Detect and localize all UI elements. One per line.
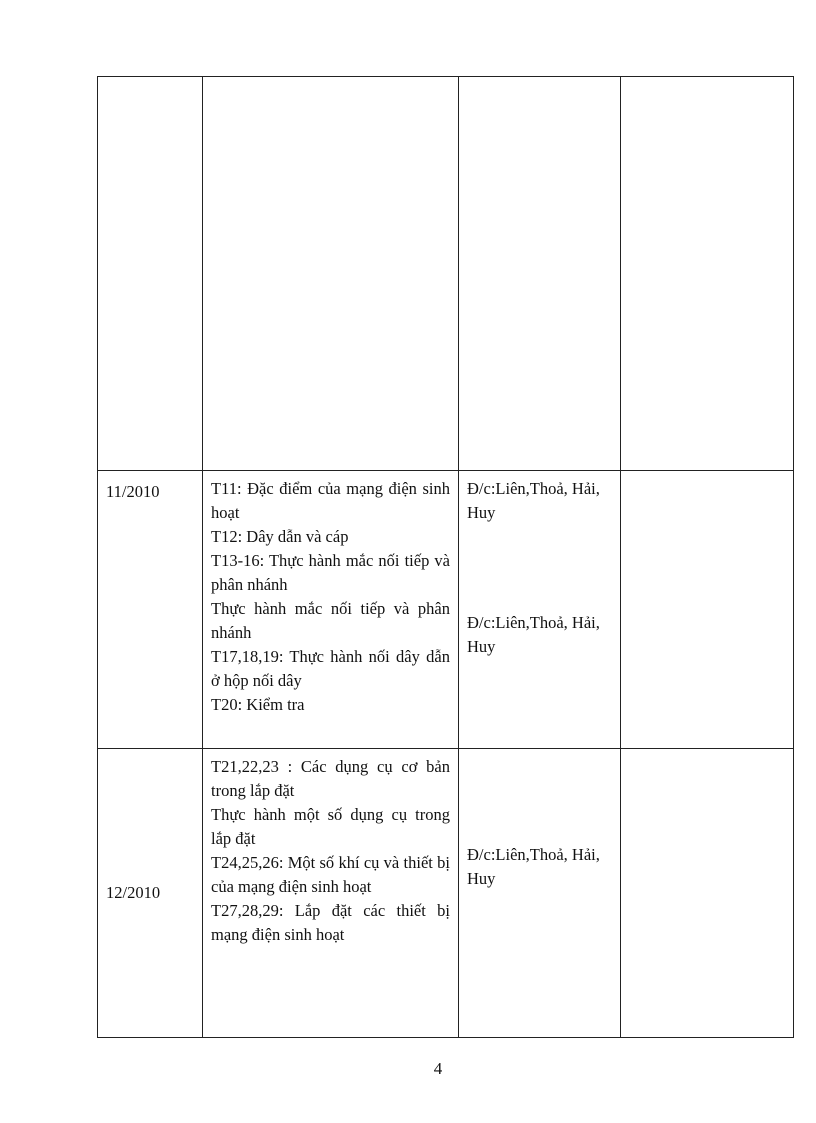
month-label: 11/2010 xyxy=(106,482,160,501)
schedule-table xyxy=(97,76,794,1038)
notes-cell xyxy=(621,471,794,749)
teachers-cell xyxy=(459,471,621,749)
teacher-assignment: Đ/c:Liên,Thoả, Hải, Huy xyxy=(467,479,600,522)
lesson-item: Thực hành mắc nối tiếp và phân nhánh xyxy=(211,599,450,642)
lesson-item: Thực hành một số dụng cụ trong lắp đặt xyxy=(211,805,450,848)
lesson-item: T24,25,26: Một số khí cụ và thiết bị của mạng điện sinh hoạt xyxy=(211,853,450,896)
teachers-cell xyxy=(459,77,621,471)
month-cell xyxy=(98,471,203,749)
month-cell xyxy=(98,749,203,1038)
teachers-cell xyxy=(459,749,621,1038)
page-number: 4 xyxy=(433,1059,443,1078)
table-row xyxy=(98,749,794,1038)
lesson-item: T21,22,23 : Các dụng cụ cơ bản trong lắp đặt xyxy=(211,757,450,800)
table-row xyxy=(98,471,794,749)
lesson-item: T13-16: Thực hành mắc nối tiếp và phân nhánh xyxy=(211,551,450,594)
month-label: 12/2010 xyxy=(106,883,161,902)
table-row xyxy=(98,77,794,471)
lessons-cell xyxy=(203,77,459,471)
lesson-item: T17,18,19: Thực hành nối dây dẫn ở hộp nối dây xyxy=(211,647,450,690)
notes-cell xyxy=(621,749,794,1038)
notes-cell xyxy=(621,77,794,471)
teacher-assignment: Đ/c:Liên,Thoả, Hải, Huy xyxy=(467,845,600,888)
lesson-item: T20: Kiểm tra xyxy=(211,695,305,714)
lessons-cell xyxy=(203,749,459,1038)
lesson-item: T27,28,29: Lắp đặt các thiết bị mạng điện sinh hoạt xyxy=(211,901,450,944)
teacher-assignment: Đ/c:Liên,Thoả, Hải, Huy xyxy=(467,613,600,656)
lesson-item: T11: Đặc điểm của mạng điện sinh hoạt xyxy=(211,479,450,522)
lessons-cell xyxy=(203,471,459,749)
lesson-item: T12: Dây dẫn và cáp xyxy=(211,527,349,546)
month-cell xyxy=(98,77,203,471)
